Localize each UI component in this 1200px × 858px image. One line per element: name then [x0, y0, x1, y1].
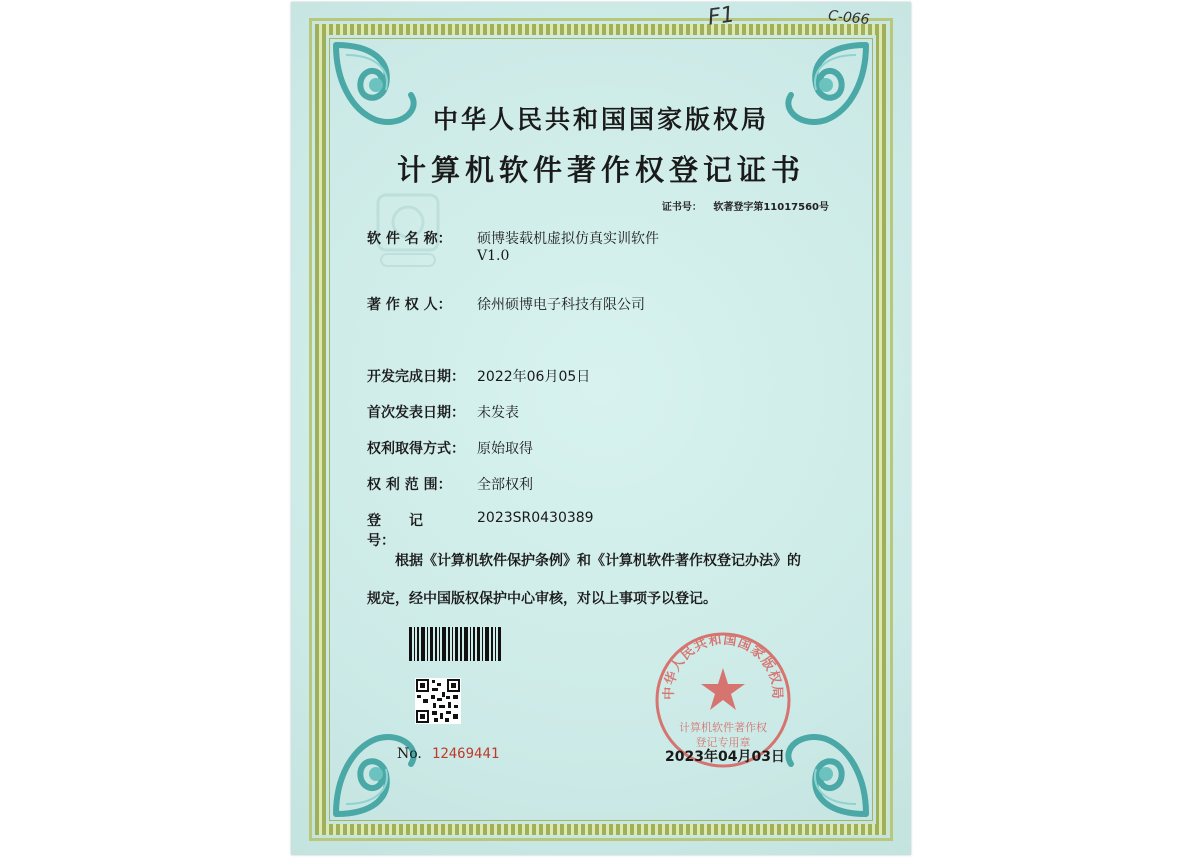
certificate-title: 计算机软件著作权登记证书 — [396, 153, 805, 187]
corner-ornament-bottom-left — [331, 724, 441, 819]
field-label: 开发完成日期： — [367, 369, 465, 385]
serial-label: No. — [397, 746, 422, 762]
statement-line-1: 根据《计算机软件保护条例》和《计算机软件著作权登记办法》的 — [395, 553, 801, 569]
certificate-number-label: 证书号： — [661, 202, 702, 213]
authority-heading: 中华人民共和国国家版权局 — [432, 105, 769, 134]
certificate — [291, 2, 911, 855]
handwritten-mark-1: F1 — [706, 2, 737, 31]
rights-scope-value: 全部权利 — [477, 477, 533, 493]
statement-line-2: 规定，经中国版权保护中心审核，对以上事项予以登记。 — [367, 591, 717, 607]
software-name-value: 硕博装载机虚拟仿真实训软件 — [477, 231, 659, 247]
field-first-publication-date — [367, 402, 519, 422]
seal-line-1: 计算机软件著作权 — [679, 721, 767, 734]
field-value-group — [477, 228, 659, 264]
field-label: 权利取得方式： — [367, 441, 465, 457]
acquisition-method-value: 原始取得 — [477, 441, 533, 457]
handwritten-mark-2: C-066 — [827, 7, 871, 29]
field-label: 软 件 名 称： — [367, 231, 452, 247]
registration-number-value: 2023SR0430389 — [477, 510, 594, 526]
issue-date: 2023年04月03日 — [665, 749, 785, 765]
field-label: 著 作 权 人： — [367, 297, 452, 313]
certificate-number — [662, 198, 829, 213]
certificate-number-value: 软著登字第11017560号 — [713, 202, 829, 213]
field-rights-scope — [367, 474, 533, 494]
serial-number — [397, 746, 499, 762]
serial-value: 12469441 — [431, 746, 500, 762]
field-development-date — [367, 366, 590, 386]
qr-code — [415, 678, 461, 724]
seal-line-2: 登记专用章 — [695, 736, 751, 749]
field-acquisition-method — [367, 438, 533, 458]
field-label: 权 利 范 围： — [367, 477, 452, 493]
field-copyright-owner — [367, 294, 645, 314]
barcode — [409, 627, 501, 661]
software-version-value: V1.0 — [477, 248, 510, 264]
field-label: 首次发表日期： — [367, 405, 465, 421]
field-label: 登 记 号： — [367, 513, 451, 549]
field-software-name — [367, 228, 659, 264]
development-date-value: 2022年06月05日 — [477, 369, 591, 385]
field-registration-number — [367, 510, 594, 550]
first-publication-value: 未发表 — [477, 405, 519, 421]
seal-ring-text: 中华人民共和国国家版权局 — [661, 632, 785, 700]
copyright-owner-value: 徐州硕博电子科技有限公司 — [477, 297, 645, 313]
